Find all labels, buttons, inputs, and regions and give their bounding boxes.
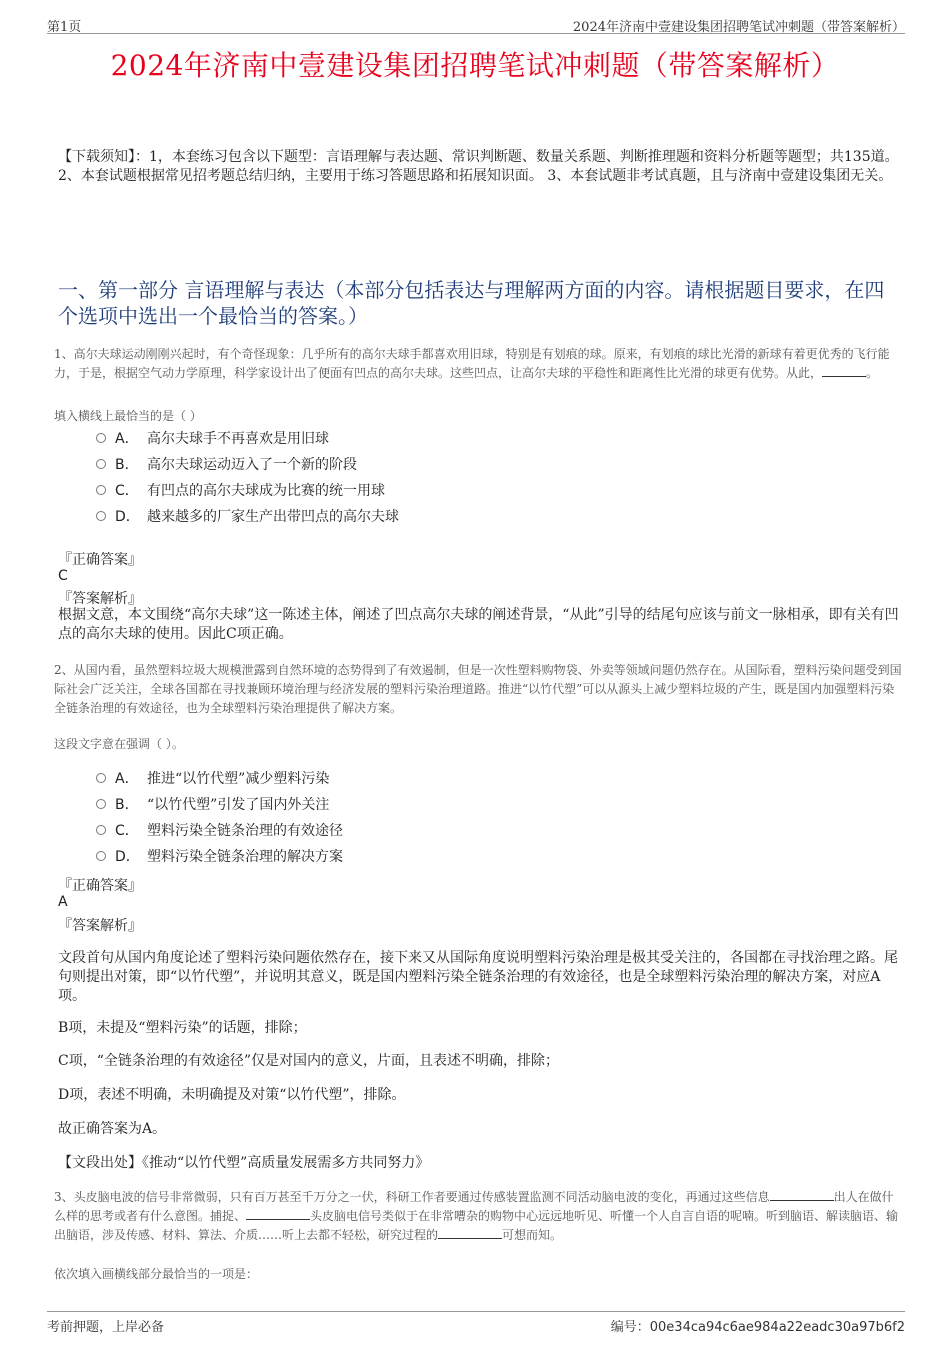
section-title: 一、第一部分 言语理解与表达（本部分包括表达与理解两方面的内容。请根据题目要求，在四个选项中选出一个最恰当的答案。） (58, 278, 885, 328)
question-1-option-a[interactable]: A． 高尔夫球手不再喜欢是用旧球 (96, 425, 399, 451)
question-1-correct-answer-label: 『正确答案』 (58, 552, 142, 568)
page-header (47, 14, 905, 34)
footer-slogan: 考前押题，上岸必备 (47, 1320, 165, 1335)
question-1-option-d[interactable]: D． 越来越多的厂家生产出带凹点的高尔夫球 (96, 503, 399, 529)
question-2-option-c[interactable]: C． 塑料污染全链条治理的有效途径 (96, 817, 343, 843)
download-notice: 【下载须知】：1，本套练习包含以下题型：言语理解与表达题、常识判断题、数量关系题、判断推理题和资料分析题等题型；共135道。 2、本套试题根据常见招考题总结归纳，主要用于练习答题思路和拓展知识面。 3、本套试题非考试真题，且与济南中壹建设集团无关。 (58, 149, 899, 184)
question-1-answer: C (58, 568, 68, 584)
question-3-text: 3、头皮脑电波的信号非常微弱，只有百万甚至千万分之一伏，科研工作者要通过传感装置监测不同活动脑电波的变化，再通过这些信息 出人在做什么样的思考或者有什么意图。捕捉、 头皮脑电信号类似于在非常嘈杂的购物中心远远地听见、听懂一个人自言自语的呢喃。听到脑语、解读脑语、输出脑语，涉及传感、材料、算法、介质……听上去都不轻松，研究过程的 可想而知。 (54, 1190, 899, 1242)
question-2-text: 2、从国内看，虽然塑料垃圾大规模泄露到自然环境的态势得到了有效遏制，但是一次性塑料购物袋、外卖等领域问题仍然存在。从国际看，塑料污染问题受到国际社会广泛关注，全球各国都在寻找兼顾环境治理与经济发展的塑料污染治理道路。推进“以竹代塑”可以从源头上减少塑料垃圾的产生，既是国内加强塑料污染全链条治理的有效途径，也为全球塑料污染治理提供了解决方案。 (54, 663, 902, 715)
question-2-conclusion: 故正确答案为A。 (58, 1121, 167, 1137)
question-1-text: 1、高尔夫球运动刚刚兴起时，有个奇怪现象：几乎所有的高尔夫球手都喜欢用旧球，特别是有划痕的球。原来，有划痕的球比光滑的新球有着更优秀的飞行能力，于是，根据空气动力学原理，科学家设计出了便面有凹点的高尔夫球。这些凹点，让高尔夫球的平稳性和距离性比光滑的球更有优势。从此， 。 (54, 347, 890, 380)
page-footer (47, 1311, 905, 1333)
question-2-analysis-b: B项，未提及“塑料污染”的话题，排除； (58, 1020, 307, 1036)
question-2-analysis-d: D项，表述不明确，未明确提及对策“以竹代塑”，排除。 (58, 1087, 406, 1103)
question-2-answer: A (58, 894, 68, 910)
question-2-prompt: 这段文字意在强调（ ）。 (54, 737, 184, 751)
question-3-blank-2 (246, 1219, 310, 1220)
question-3-blank-1 (770, 1200, 834, 1201)
question-2-option-d[interactable]: D． 塑料污染全链条治理的解决方案 (96, 843, 343, 869)
question-1-option-b[interactable]: B． 高尔夫球运动迈入了一个新的阶段 (96, 451, 399, 477)
question-2-option-a[interactable]: A． 推进“以竹代塑”减少塑料污染 (96, 765, 343, 791)
question-2-analysis-main: 文段首句从国内角度论述了塑料污染问题依然存在，接下来又从国际角度说明塑料污染治理是极其受关注的，各国都在寻找治理之路。尾句则提出对策，即“以竹代塑”，并说明其意义，既是国内塑料污染全链条治理的有效途径，也是全球塑料污染治理的解决方案，对应A项。 (58, 950, 898, 1004)
radio-icon[interactable] (96, 485, 106, 495)
radio-icon[interactable] (96, 851, 106, 861)
header-doc-title: 2024年济南中壹建设集团招聘笔试冲刺题（带答案解析） (572, 20, 905, 35)
radio-icon[interactable] (96, 799, 106, 809)
question-2-analysis-label: 『答案解析』 (58, 918, 142, 934)
question-1-prompt: 填入横线上最恰当的是（ ） (54, 409, 202, 423)
question-1-blank (822, 376, 866, 377)
question-2-option-b[interactable]: B． “以竹代塑”引发了国内外关注 (96, 791, 343, 817)
radio-icon[interactable] (96, 773, 106, 783)
question-3-prompt: 依次填入画横线部分最恰当的一项是： (54, 1267, 259, 1281)
question-1-analysis-label: 『答案解析』 (58, 591, 142, 607)
radio-icon[interactable] (96, 511, 106, 521)
radio-icon[interactable] (96, 825, 106, 835)
question-2-options (96, 765, 343, 869)
question-1-analysis: 根据文意，本文围绕“高尔夫球”这一陈述主体，阐述了凹点高尔夫球的阐述背景，“从此”引导的结尾句应该与前文一脉相承，即有关有凹点的高尔夫球的使用。因此C项正确。 (58, 607, 899, 642)
radio-icon[interactable] (96, 459, 106, 469)
question-1-options (96, 425, 399, 529)
question-1-option-c[interactable]: C． 有凹点的高尔夫球成为比赛的统一用球 (96, 477, 399, 503)
document-title: 2024年济南中壹建设集团招聘笔试冲刺题（带答案解析） (110, 49, 840, 82)
question-2-source: 【文段出处】《推动“以竹代塑”高质量发展需多方共同努力》 (58, 1155, 430, 1171)
footer-code: 编号：00e34ca94c6ae984a22eadc30a97b6f2 (610, 1320, 905, 1335)
question-2-correct-answer-label: 『正确答案』 (58, 878, 142, 894)
page-number: 第1页 (47, 20, 82, 35)
question-2-analysis-c: C项，“全链条治理的有效途径”仅是对国内的意义，片面，且表述不明确，排除； (58, 1053, 560, 1069)
question-3-blank-3 (438, 1238, 502, 1239)
radio-icon[interactable] (96, 433, 106, 443)
